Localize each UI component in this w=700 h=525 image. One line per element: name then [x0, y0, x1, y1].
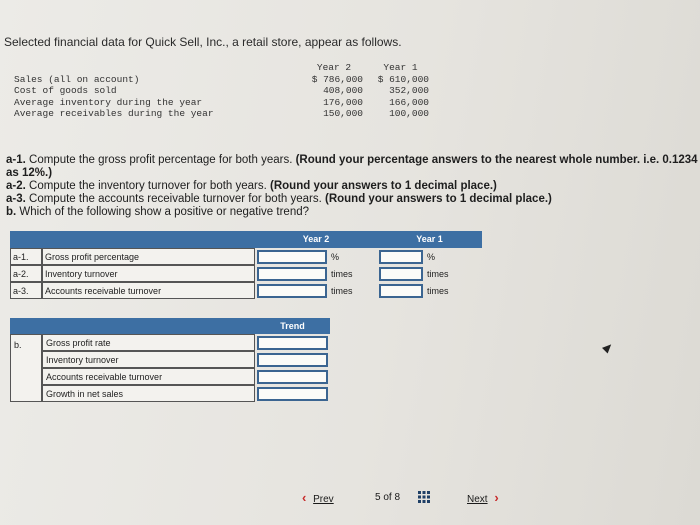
- fin-y2-inventory: 176,000: [323, 96, 363, 108]
- inventory-turnover-year2-input[interactable]: [257, 267, 327, 281]
- table-a-row-id: a-3.: [13, 286, 29, 296]
- table-a-header-blank: [10, 231, 255, 248]
- trend-row-label: Growth in net sales: [46, 389, 124, 399]
- trend-row-label: Gross profit rate: [46, 338, 111, 348]
- q-a1-text: Compute the gross profit percentage for both years.: [25, 154, 296, 166]
- table-a-header-year2: Year 2: [255, 231, 377, 248]
- intro-text: Selected financial data for Quick Sell, Inc., a retail store, appear as follows.: [4, 35, 402, 49]
- trend-table-header-blank: [10, 318, 255, 334]
- table-a-row-label: Accounts receivable turnover: [45, 286, 162, 296]
- receivables-turnover-year1-input[interactable]: [379, 284, 423, 298]
- inventory-turnover-year1-input[interactable]: [379, 267, 423, 281]
- answer-table-a: [10, 231, 482, 301]
- page-total: 8: [394, 492, 401, 503]
- fin-header-year1: Year 1: [383, 62, 418, 73]
- unit-times: times: [427, 286, 449, 296]
- q-a1-bold: (Round your percentage answers to the nearest whole number. i.e. 0.1234: [295, 154, 698, 166]
- fin-header-year2: Year 2: [316, 62, 352, 73]
- q-a3-text: Compute the accounts receivable turnover for both years.: [25, 193, 325, 205]
- fin-label-inventory: Average inventory during the year: [14, 96, 203, 108]
- financial-year1-column: [372, 62, 429, 120]
- gross-profit-year1-input[interactable]: [379, 250, 423, 264]
- table-a-row-id: a-1.: [13, 252, 29, 262]
- next-label: Next: [467, 494, 488, 505]
- prev-button[interactable]: [302, 490, 334, 505]
- question-a3: [6, 193, 552, 205]
- gross-profit-year2-input[interactable]: [257, 250, 327, 264]
- question-a1-cont: [6, 167, 52, 179]
- next-button[interactable]: [467, 490, 499, 505]
- trend-row-label: Accounts receivable turnover: [46, 372, 163, 382]
- trend-receivables-select[interactable]: [257, 370, 328, 384]
- trend-table: [10, 318, 340, 404]
- fin-y2-sales: $ 786,000: [311, 73, 363, 85]
- q-b-text: Which of the following show a positive or negative trend?: [16, 206, 310, 218]
- table-a-row-id: a-2.: [13, 269, 29, 279]
- q-a3-label: a-3.: [6, 193, 26, 205]
- unit-percent: %: [427, 252, 436, 262]
- table-a-row-label: Gross profit percentage: [45, 252, 140, 262]
- financial-labels: [14, 74, 214, 120]
- financial-year2-column: [305, 62, 363, 120]
- prev-label: Prev: [313, 494, 334, 505]
- trend-table-header: Trend: [255, 318, 330, 334]
- fin-y2-receivables: 150,000: [323, 108, 363, 119]
- q-a1-bold2: as 12%.): [6, 167, 53, 179]
- trend-gross-profit-select[interactable]: [257, 336, 328, 350]
- table-a-row-label: Inventory turnover: [45, 269, 118, 279]
- question-a1: [6, 154, 698, 166]
- q-a2-text: Compute the inventory turnover for both years.: [25, 180, 271, 192]
- unit-times: times: [331, 286, 353, 296]
- unit-percent: %: [331, 252, 340, 262]
- chevron-left-icon: ‹: [302, 490, 307, 505]
- fin-y2-cogs: 408,000: [323, 85, 363, 96]
- q-a2-label: a-2.: [6, 180, 26, 192]
- q-b-label: b.: [6, 206, 17, 218]
- page-current: 5: [375, 492, 381, 503]
- fin-label-receivables: Average receivables during the year: [14, 108, 214, 119]
- trend-net-sales-select[interactable]: [257, 387, 328, 401]
- q-a1-label: a-1.: [6, 154, 26, 166]
- fin-y1-sales: $ 610,000: [377, 73, 429, 85]
- fin-label-sales: Sales (all on account): [14, 73, 140, 85]
- trend-inventory-select[interactable]: [257, 353, 328, 367]
- grid-menu-icon[interactable]: [418, 490, 430, 502]
- table-a-header-year1: Year 1: [377, 231, 482, 248]
- fin-y1-receivables: 100,000: [389, 108, 429, 119]
- fin-y1-inventory: 166,000: [389, 96, 429, 108]
- page-indicator: [375, 492, 400, 503]
- mouse-cursor-icon: [602, 341, 614, 353]
- fin-y1-cogs: 352,000: [389, 85, 429, 96]
- unit-times: times: [427, 269, 449, 279]
- chevron-right-icon: ›: [494, 490, 499, 505]
- q-a3-bold: (Round your answers to 1 decimal place.): [325, 193, 552, 205]
- unit-times: times: [331, 269, 353, 279]
- question-b: [6, 206, 309, 218]
- question-a2: [6, 180, 497, 192]
- page-of: of: [383, 492, 392, 503]
- trend-row-label: Inventory turnover: [46, 355, 119, 365]
- q-a2-bold: (Round your answers to 1 decimal place.): [270, 180, 497, 192]
- fin-label-cogs: Cost of goods sold: [14, 85, 117, 96]
- trend-table-id: b.: [14, 340, 22, 350]
- receivables-turnover-year2-input[interactable]: [257, 284, 327, 298]
